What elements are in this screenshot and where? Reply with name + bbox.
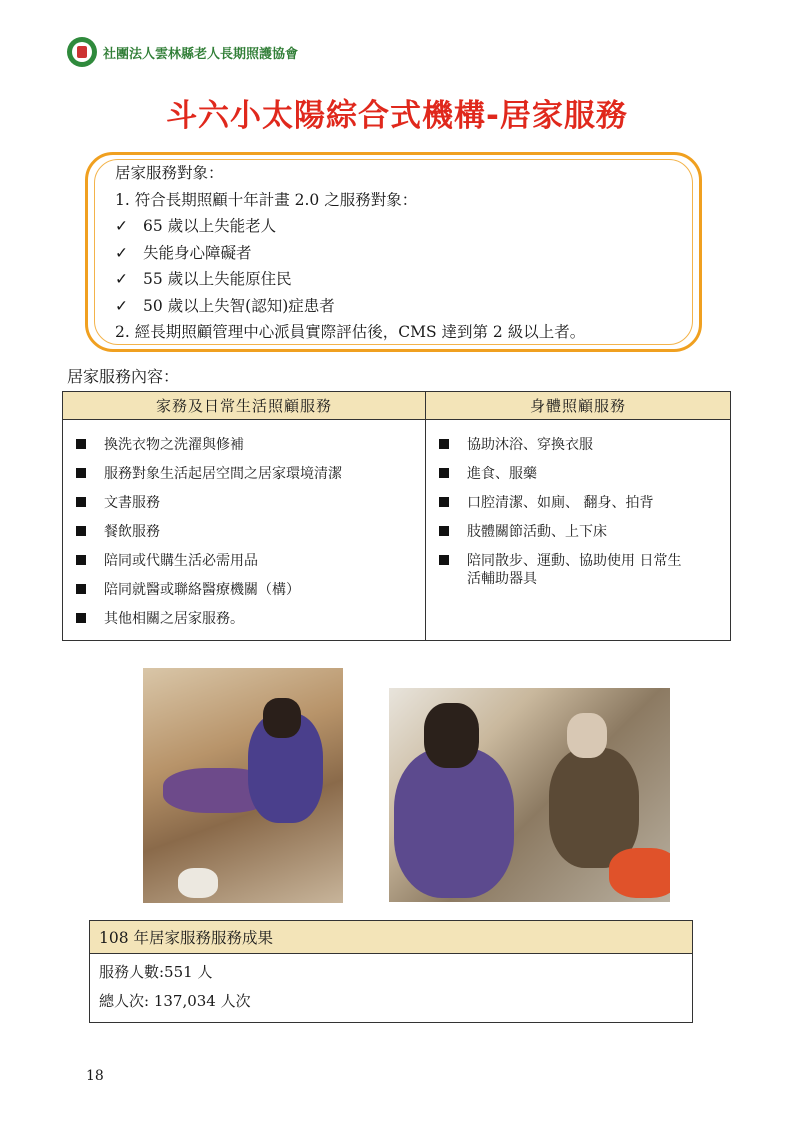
column-header-household: 家務及日常生活照顧服務 <box>63 392 426 420</box>
association-logo <box>67 37 97 67</box>
photo-figure <box>394 748 514 898</box>
list-item: 陪同就醫或聯絡醫療機關（構） <box>64 581 424 599</box>
bathing-assistance-photo <box>143 668 343 903</box>
bullet-square-icon <box>439 468 449 478</box>
service-results-table <box>89 920 693 1023</box>
list-item: 文書服務 <box>64 494 424 512</box>
check-icon: ✓ <box>115 270 128 288</box>
page-number: 18 <box>86 1068 104 1084</box>
list-item: 進食、服藥 <box>427 465 729 483</box>
column-header-body-care: 身體照顧服務 <box>426 392 731 420</box>
bullet-square-icon <box>76 584 86 594</box>
bullet-square-icon <box>439 439 449 449</box>
organization-name: 社團法人雲林縣老人長期照護協會 <box>103 46 299 62</box>
bullet-square-icon <box>439 555 449 565</box>
photo-figure <box>567 713 607 758</box>
total-visits: 總人次: 137,034 人次 <box>99 992 251 1010</box>
target-heading: 居家服務對象： <box>115 164 224 182</box>
results-header: 108 年居家服務服務成果 <box>90 921 693 954</box>
bullet-square-icon <box>439 526 449 536</box>
list-item: 其他相關之居家服務。 <box>64 610 424 628</box>
blood-pressure-check-photo <box>389 688 670 902</box>
services-table <box>62 391 731 641</box>
list-item: 協助沐浴、穿換衣服 <box>427 436 729 454</box>
check-icon: ✓ <box>115 243 128 262</box>
body-care-services-cell <box>426 420 731 641</box>
target-check-item: ✓ 50 歲以上失智(認知)症患者 <box>115 293 585 320</box>
people-served: 服務人數:551 人 <box>99 963 213 981</box>
service-target-section <box>115 160 585 346</box>
results-body <box>90 954 693 1023</box>
bullet-square-icon <box>439 497 449 507</box>
bullet-square-icon <box>76 468 86 478</box>
household-services-cell <box>63 420 426 641</box>
photo-figure <box>178 868 218 898</box>
photo-figure <box>609 848 670 898</box>
page-header <box>67 37 298 67</box>
page-title: 斗六小太陽綜合式機構-居家服務 <box>166 98 628 134</box>
bullet-square-icon <box>76 497 86 507</box>
list-item: 服務對象生活起居空間之居家環境清潔 <box>64 465 424 483</box>
photo-figure <box>263 698 301 738</box>
list-item: 陪同散步、運動、協助使用 日常生活輔助器具 <box>427 552 729 588</box>
target-check-item: ✓ 失能身心障礙者 <box>115 240 585 267</box>
target-check-item: ✓ 55 歲以上失能原住民 <box>115 266 585 293</box>
bullet-square-icon <box>76 526 86 536</box>
check-icon: ✓ <box>115 217 128 235</box>
target-item-1: 1. 符合長期照顧十年計畫 2.0 之服務對象： <box>115 190 418 209</box>
target-check-item: ✓ 65 歲以上失能老人 <box>115 213 585 240</box>
list-item: 肢體關節活動、上下床 <box>427 523 729 541</box>
bullet-square-icon <box>76 613 86 623</box>
check-icon: ✓ <box>115 296 128 315</box>
bullet-square-icon <box>76 555 86 565</box>
target-item-2: 2. 經長期照顧管理中心派員實際評估後，CMS 達到第 2 級以上者。 <box>115 323 586 341</box>
list-item: 口腔清潔、如廁、 翻身、拍背 <box>427 494 729 512</box>
photo-figure <box>424 703 479 768</box>
list-item: 餐飲服務 <box>64 523 424 541</box>
list-item: 換洗衣物之洗濯與修補 <box>64 436 424 454</box>
content-heading: 居家服務內容： <box>67 367 180 386</box>
list-item: 陪同或代購生活必需用品 <box>64 552 424 570</box>
bullet-square-icon <box>76 439 86 449</box>
